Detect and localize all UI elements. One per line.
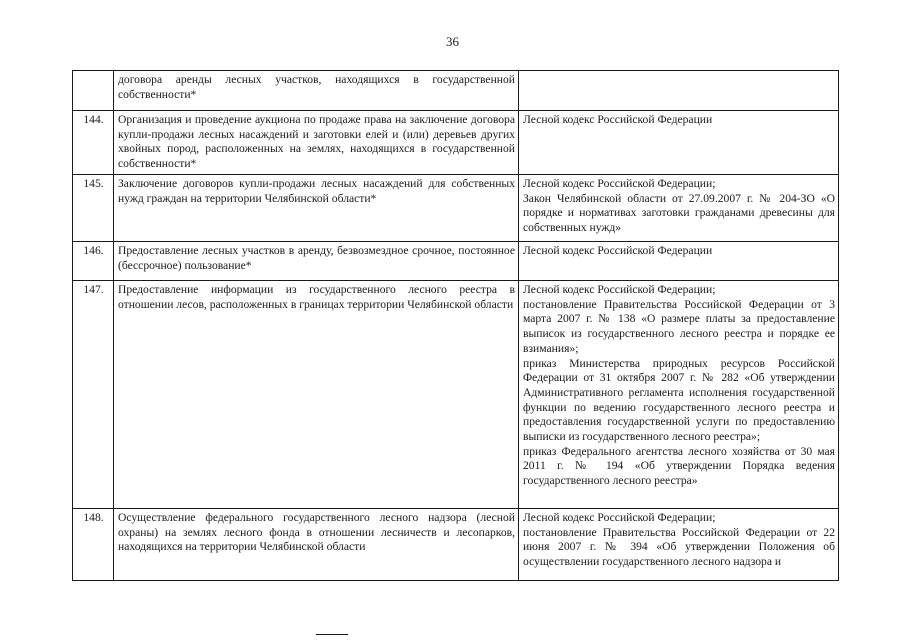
table-row: [73, 281, 839, 509]
service-name: Организация и проведение аукциона по продаже права на заключение договора купли-продажи лесных насаждений и заготовки елей и (или) деревьев других хвойных пород, расположенных на землях, находящихся в государственной собственности*: [114, 111, 519, 175]
legal-basis-item: Закон Челябинской области от 27.09.2007 г. № 204-ЗО «О порядке и нормативах заготовки гражданами древесины для собственных нужд»: [523, 191, 835, 235]
row-number: 145.: [73, 175, 114, 242]
table-row: [73, 175, 839, 242]
table-row: [73, 242, 839, 281]
table-row: [73, 71, 839, 111]
page-number: 36: [446, 34, 459, 49]
legal-basis: [519, 509, 839, 581]
service-name: Предоставление информации из государственного лесного реестра в отношении лесов, расположенных в границах территории Челябинской области: [114, 281, 519, 509]
table-row: [73, 509, 839, 581]
legal-basis-item: Лесной кодекс Российской Федерации: [523, 113, 713, 126]
footnote-rule: [316, 634, 348, 635]
legal-basis: [519, 175, 839, 242]
row-number: [73, 71, 114, 111]
services-table: [72, 70, 839, 581]
legal-basis: [519, 71, 839, 111]
legal-basis-item: постановление Правительства Российской Федерации от 22 июня 2007 г. № 394 «Об утверждении Положения об осуществлении государственного лесного надзора и: [523, 525, 835, 569]
service-name: договора аренды лесных участков, находящихся в государственной собственности*: [114, 71, 519, 111]
row-number: 146.: [73, 242, 114, 281]
legal-basis: [519, 242, 839, 281]
legal-basis-item: приказ Министерства природных ресурсов Российской Федерации от 31 октября 2007 г. № 282 «Об утверждении Административного регламента исполнения государственной функции по ведению государственного лесного реестра и предоставления государственной услуги по предоставлению выписки из государственного лесного реестра»;: [523, 356, 835, 444]
service-name: Осуществление федерального государственного лесного надзора (лесной охраны) на землях лесного фонда в отношении лесничеств и лесопарков, находящихся на территории Челябинской области: [114, 509, 519, 581]
legal-basis-item: Лесной кодекс Российской Федерации;: [523, 511, 716, 524]
legal-basis-item: приказ Федерального агентства лесного хозяйства от 30 мая 2011 г. № 194 «Об утверждении Порядка ведения государственного лесного реестра»: [523, 444, 835, 488]
row-number: 147.: [73, 281, 114, 509]
service-name: Предоставление лесных участков в аренду, безвозмездное срочное, постоянное (бессрочное) пользование*: [114, 242, 519, 281]
legal-basis-item: Лесной кодекс Российской Федерации;: [523, 177, 716, 190]
legal-basis: [519, 111, 839, 175]
row-number: 144.: [73, 111, 114, 175]
legal-basis-item: постановление Правительства Российской Федерации от 3 марта 2007 г. № 138 «О размере платы за предоставление выписок из государственного лесного реестра и порядке ее взимания»;: [523, 297, 835, 355]
service-name: Заключение договоров купли-продажи лесных насаждений для собственных нужд граждан на территории Челябинской области*: [114, 175, 519, 242]
legal-basis: [519, 281, 839, 509]
legal-basis-item: Лесной кодекс Российской Федерации;: [523, 283, 716, 296]
row-number: 148.: [73, 509, 114, 581]
legal-basis-item: Лесной кодекс Российской Федерации: [523, 244, 713, 257]
table-row: [73, 111, 839, 175]
